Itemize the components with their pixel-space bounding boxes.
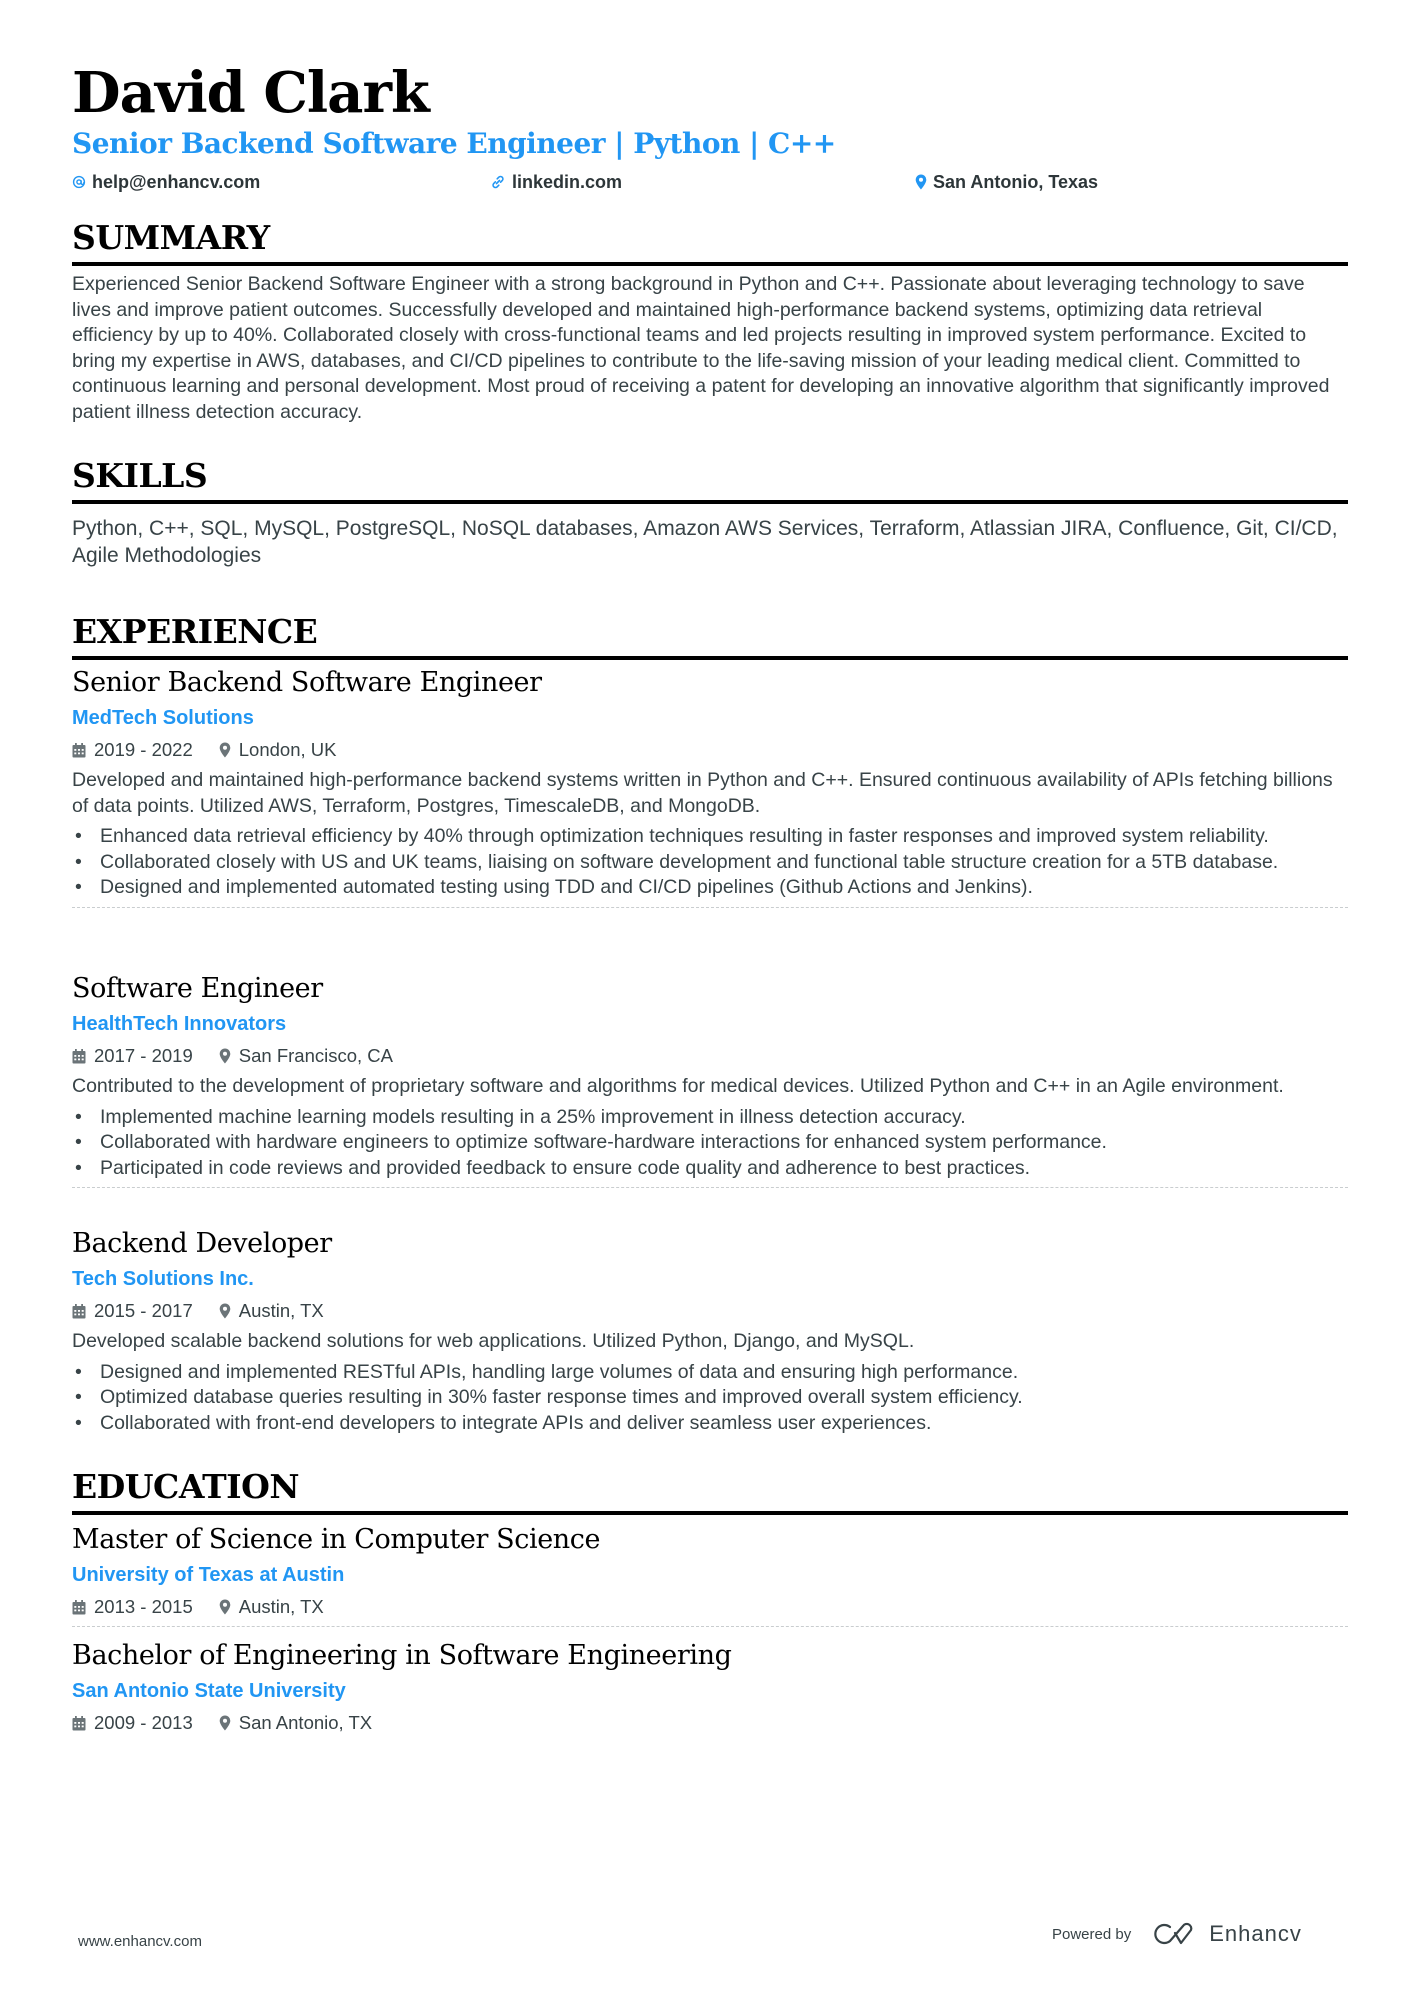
education-meta bbox=[72, 1592, 1348, 1622]
job-dates bbox=[72, 1041, 193, 1071]
summary-section-header bbox=[72, 218, 1348, 266]
footer-website-link[interactable]: www.enhancv.com bbox=[78, 1933, 202, 1950]
bullet-icon: • bbox=[75, 850, 82, 873]
job-location bbox=[219, 1041, 393, 1071]
summary-title: SUMMARY bbox=[72, 218, 270, 257]
bullet-icon: • bbox=[75, 825, 82, 848]
job-title: Backend Developer bbox=[72, 1228, 332, 1259]
job-dates bbox=[72, 735, 193, 765]
calendar-icon bbox=[72, 1600, 86, 1615]
calendar-icon bbox=[72, 1304, 86, 1319]
company-name: Tech Solutions Inc. bbox=[72, 1268, 254, 1290]
experience-section-header bbox=[72, 612, 1348, 660]
job-title: Senior Backend Software Engineer bbox=[72, 667, 542, 698]
job-location bbox=[219, 1296, 324, 1326]
experience-entry bbox=[72, 971, 1348, 1188]
skills-text: Python, C++, SQL, MySQL, PostgreSQL, NoSQL databases, Amazon AWS Services, Terraform, Atlassian JIRA, Confluence, Git, CI/CD, Agile Methodologies bbox=[72, 517, 1338, 567]
job-description: Developed and maintained high-performance backend systems written in Python and C++. Ensured continuous availability of APIs fetching billions of data points. Utilized AWS, Terraform, Postgres, TimescaleDB, and MongoDB. bbox=[72, 769, 1333, 817]
entry-divider bbox=[72, 1626, 1348, 1627]
job-meta bbox=[72, 735, 1348, 765]
contact-email[interactable] bbox=[72, 170, 260, 194]
summary-text: Experienced Senior Backend Software Engineer with a strong background in Python and C++. Passionate about leveraging technology to save lives and improve patient outcomes. Successfully developed and maintained high-performance backend systems, optimizing data retrieval efficiency by up to 40%. Collaborated closely with cross-functional teams and led projects resulting in improved system performance. Excited to bring my expertise in AWS, databases, and CI/CD pipelines to contribute to the life-saving mission of your leading medical client. Committed to continuous learning and personal development. Most proud of receiving a patent for developing an innovative algorithm that significantly improved patient illness detection accuracy. bbox=[72, 273, 1330, 423]
company-name: HealthTech Innovators bbox=[72, 1013, 287, 1035]
brand-name: Enhancv bbox=[1209, 1921, 1302, 1946]
job-dates-text: 2015 - 2017 bbox=[94, 1300, 193, 1321]
calendar-icon bbox=[72, 743, 86, 758]
education-location bbox=[219, 1708, 372, 1738]
education-section-header bbox=[72, 1467, 1348, 1515]
contact-linkedin[interactable] bbox=[490, 170, 622, 194]
education-entry bbox=[72, 1522, 1348, 1627]
experience-entry bbox=[72, 665, 1348, 908]
entry-divider bbox=[72, 1187, 1348, 1188]
at-icon bbox=[72, 175, 86, 189]
entry-divider bbox=[72, 907, 1348, 908]
footer-powered-by[interactable] bbox=[1052, 1921, 1302, 1947]
location-pin-icon bbox=[219, 1048, 231, 1064]
education-dates bbox=[72, 1592, 193, 1622]
bullet-item: • Collaborated closely with US and UK teams, liaising on software development and functional table structure creation for a 5TB database. bbox=[72, 850, 1348, 876]
education-meta bbox=[72, 1708, 1348, 1738]
section-divider bbox=[72, 656, 1348, 660]
bullet-item: • Enhanced data retrieval efficiency by 40% through optimization techniques resulting in faster responses and improved system reliability. bbox=[72, 824, 1348, 850]
degree-title: Bachelor of Engineering in Software Engineering bbox=[72, 1640, 732, 1671]
enhancv-logo-icon bbox=[1153, 1921, 1199, 1947]
section-divider bbox=[72, 500, 1348, 504]
education-dates-text: 2013 - 2015 bbox=[94, 1596, 193, 1617]
job-location-text: Austin, TX bbox=[238, 1300, 324, 1321]
location-pin-icon bbox=[219, 742, 231, 758]
education-title: EDUCATION bbox=[72, 1467, 300, 1506]
job-location bbox=[219, 735, 337, 765]
school-name: University of Texas at Austin bbox=[72, 1564, 345, 1586]
bullet-item: • Designed and implemented automated testing using TDD and CI/CD pipelines (Github Actions and Jenkins). bbox=[72, 875, 1348, 901]
education-dates-text: 2009 - 2013 bbox=[94, 1712, 193, 1733]
job-dates-text: 2017 - 2019 bbox=[94, 1045, 193, 1066]
job-description: Developed scalable backend solutions for web applications. Utilized Python, Django, and MySQL. bbox=[72, 1330, 915, 1352]
experience-entry bbox=[72, 1226, 1348, 1436]
job-bullets bbox=[72, 824, 1348, 901]
education-location-text: Austin, TX bbox=[238, 1596, 324, 1617]
bullet-icon: • bbox=[75, 1105, 82, 1128]
calendar-icon bbox=[72, 1049, 86, 1064]
section-divider bbox=[72, 1511, 1348, 1515]
location-pin-icon bbox=[219, 1303, 231, 1319]
candidate-headline: Senior Backend Software Engineer | Python | C++ bbox=[72, 127, 836, 160]
school-name: San Antonio State University bbox=[72, 1680, 346, 1702]
bullet-icon: • bbox=[75, 1131, 82, 1154]
location-pin-icon bbox=[219, 1715, 231, 1731]
company-name: MedTech Solutions bbox=[72, 707, 254, 729]
skills-section-header bbox=[72, 456, 1348, 504]
job-location-text: London, UK bbox=[238, 739, 337, 760]
contact-location-text: San Antonio, Texas bbox=[933, 172, 1099, 192]
bullet-icon: • bbox=[75, 1156, 82, 1179]
contact-row bbox=[72, 170, 1348, 194]
bullet-item: • Implemented machine learning models resulting in a 25% improvement in illness detection accuracy. bbox=[72, 1105, 1348, 1131]
calendar-icon bbox=[72, 1716, 86, 1731]
bullet-item: • Collaborated with hardware engineers to optimize software-hardware interactions for enhanced system performance. bbox=[72, 1130, 1348, 1156]
job-description: Contributed to the development of proprietary software and algorithms for medical devices. Utilized Python and C++ in an Agile environment. bbox=[72, 1075, 1284, 1097]
contact-location bbox=[915, 170, 1098, 194]
powered-by-label: Powered by bbox=[1052, 1925, 1132, 1943]
skills-title: SKILLS bbox=[72, 456, 208, 495]
experience-title: EXPERIENCE bbox=[72, 612, 318, 651]
job-dates bbox=[72, 1296, 193, 1326]
bullet-icon: • bbox=[75, 876, 82, 899]
bullet-item: • Designed and implemented RESTful APIs, handling large volumes of data and ensuring high performance. bbox=[72, 1360, 1348, 1386]
link-icon bbox=[490, 174, 506, 190]
job-dates-text: 2019 - 2022 bbox=[94, 739, 193, 760]
contact-email-text: help@enhancv.com bbox=[92, 172, 261, 192]
bullet-item: • Participated in code reviews and provided feedback to ensure code quality and adherence to best practices. bbox=[72, 1156, 1348, 1182]
education-entry bbox=[72, 1638, 1348, 1738]
enhancv-brand bbox=[1153, 1921, 1302, 1947]
bullet-icon: • bbox=[75, 1411, 82, 1434]
job-meta bbox=[72, 1041, 1348, 1071]
job-bullets bbox=[72, 1360, 1348, 1437]
contact-linkedin-text: linkedin.com bbox=[512, 172, 623, 192]
bullet-item: • Optimized database queries resulting in 30% faster response times and improved overall system efficiency. bbox=[72, 1385, 1348, 1411]
education-location bbox=[219, 1592, 324, 1622]
candidate-name: David Clark bbox=[72, 60, 429, 126]
section-divider bbox=[72, 262, 1348, 266]
location-pin-icon bbox=[219, 1599, 231, 1615]
education-location-text: San Antonio, TX bbox=[238, 1712, 373, 1733]
bullet-icon: • bbox=[75, 1360, 82, 1383]
location-pin-icon bbox=[915, 174, 927, 190]
job-bullets bbox=[72, 1105, 1348, 1182]
bullet-item: • Collaborated with front-end developers to integrate APIs and deliver seamless user experiences. bbox=[72, 1411, 1348, 1437]
job-meta bbox=[72, 1296, 1348, 1326]
degree-title: Master of Science in Computer Science bbox=[72, 1524, 601, 1555]
job-title: Software Engineer bbox=[72, 973, 323, 1004]
education-dates bbox=[72, 1708, 193, 1738]
bullet-icon: • bbox=[75, 1386, 82, 1409]
job-location-text: San Francisco, CA bbox=[238, 1045, 393, 1066]
